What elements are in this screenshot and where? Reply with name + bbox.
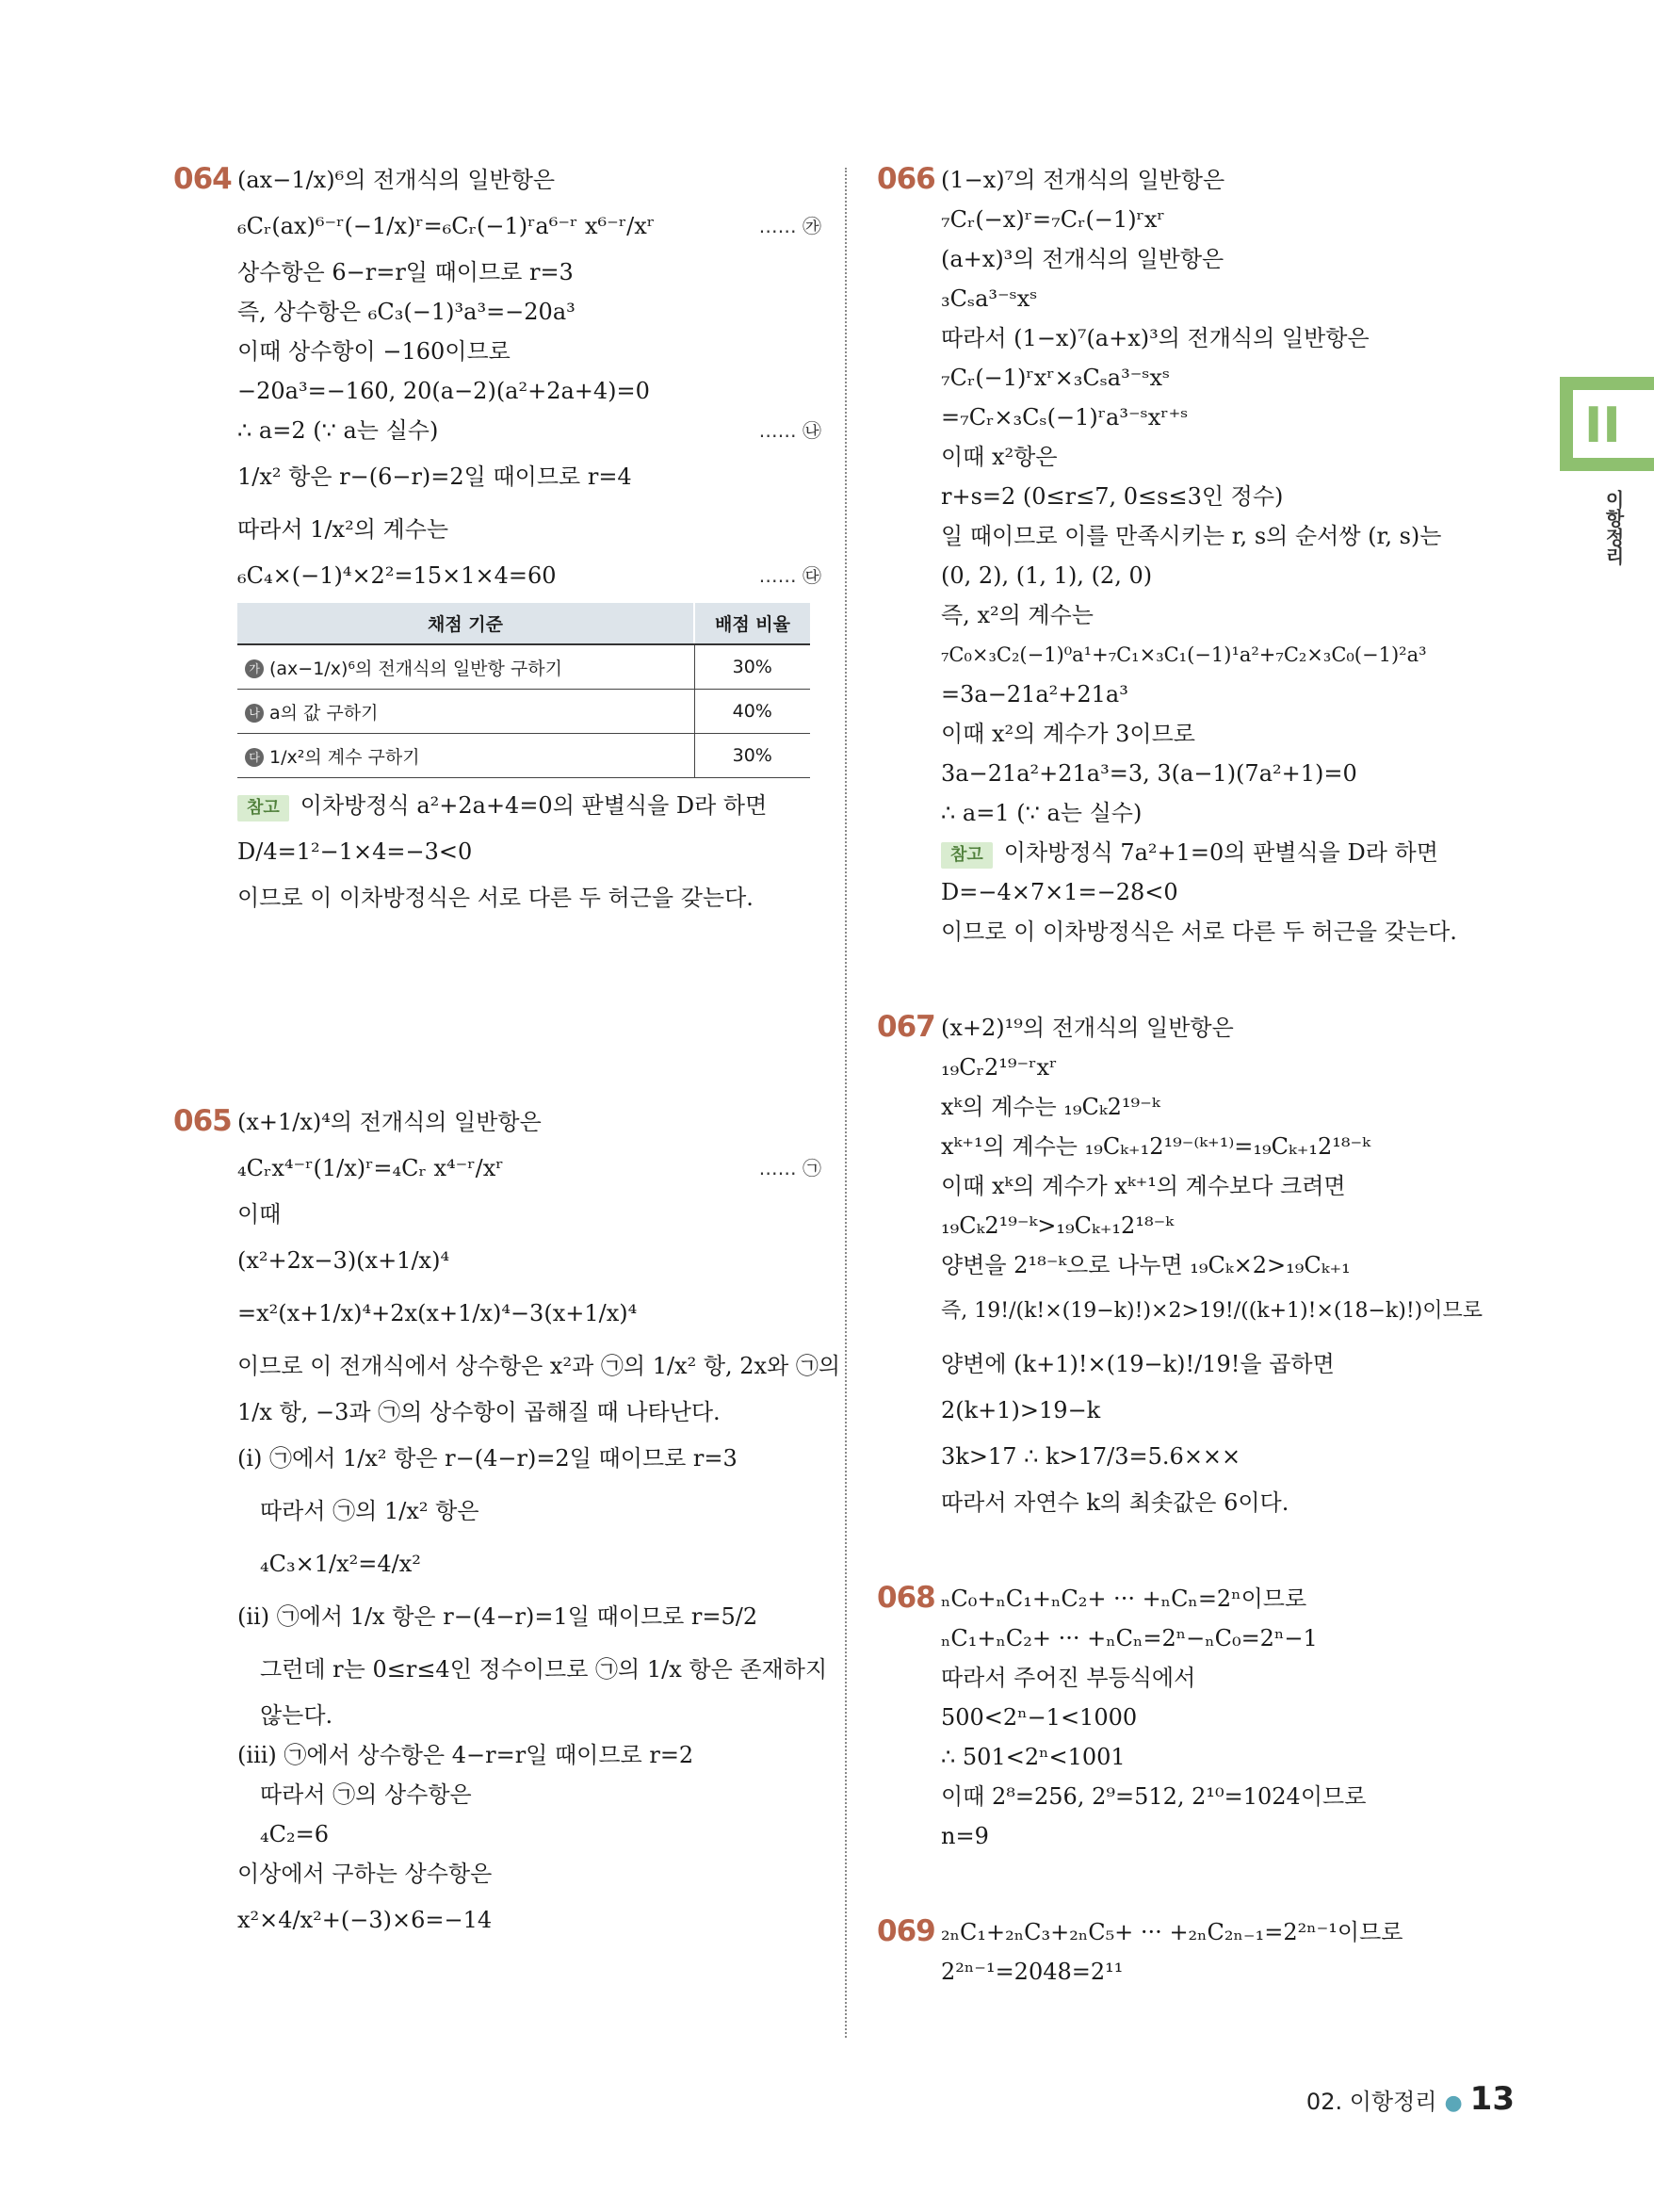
solution-line: ₆Cᵣ(ax)⁶⁻ʳ(−1/x)ʳ=₆Cᵣ(−1)ʳa⁶⁻ʳ x⁶⁻ʳ/xʳ …… ㉮ xyxy=(177,200,827,252)
solution-line: ₇Cᵣ(−x)ʳ=₇Cᵣ(−1)ʳxʳ xyxy=(941,206,1165,233)
solution-line: 양변을 2¹⁸⁻ᵏ으로 나누면 ₁₉Cₖ×2>₁₉Cₖ₊₁ xyxy=(941,1252,1351,1278)
solution-line: 이때 상수항이 −160이므로 xyxy=(237,338,511,365)
solution-line: 따라서 ㉠의 상수항은 xyxy=(260,1781,472,1808)
solution-line: (ax−1/x)⁶의 전개식의 일반항은 xyxy=(237,167,556,193)
solution-line: 이상에서 구하는 상수항은 xyxy=(237,1861,493,1887)
solution-line: 1/x² 항은 r−(6−r)=2일 때이므로 r=4 xyxy=(237,464,632,490)
note-line: 이므로 이 이차방정식은 서로 다른 두 허근을 갖는다. xyxy=(941,919,1457,945)
circle-marker: 가 xyxy=(245,659,264,678)
problem-number: 066 xyxy=(877,162,935,196)
solution-line: (x+2)¹⁹의 전개식의 일반항은 xyxy=(941,1015,1234,1041)
table-row: 가 (ax−1/x)⁶의 전개식의 일반항 구하기 30% xyxy=(237,644,810,690)
problem-067 xyxy=(877,1008,1502,1522)
problem-066 xyxy=(877,160,1502,951)
solution-line: 따라서 주어진 부등식에서 xyxy=(941,1665,1196,1691)
solution-line: 즉, x²의 계수는 xyxy=(941,602,1094,628)
solution-line: 따라서 자연수 k의 최솟값은 6이다. xyxy=(941,1489,1289,1516)
solution-line: (0, 2), (1, 1), (2, 0) xyxy=(941,562,1153,589)
solution-line: (x+1/x)⁴의 전개식의 일반항은 xyxy=(237,1109,542,1135)
note-tag: 참고 xyxy=(941,842,993,869)
solution-line: 양변에 (k+1)!×(19−k)!/19!을 곱하면 xyxy=(941,1351,1335,1377)
scoring-table xyxy=(237,603,810,778)
solution-line: ₙC₁+ₙC₂+ ··· +ₙCₙ=2ⁿ−ₙC₀=2ⁿ−1 xyxy=(941,1625,1318,1651)
page-number: 13 xyxy=(1469,2080,1515,2118)
solution-line: 2(k+1)>19−k xyxy=(941,1397,1101,1423)
solution-line: ₄C₃×1/x²=4/x² xyxy=(260,1551,421,1577)
marker-giyeok: …… ㉠ xyxy=(758,1157,821,1179)
note-line: 참고 이차방정식 a²+2a+4=0의 판별식을 D라 하면 xyxy=(177,786,827,825)
problem-064 xyxy=(173,160,827,1027)
solution-line: 이때 x²항은 xyxy=(941,444,1058,470)
table-header: 배점 비율 xyxy=(694,603,810,644)
solution-line: 그런데 r는 0≤r≤4인 정수이므로 ㉠의 1/x 항은 존재하지 xyxy=(260,1656,828,1683)
chapter-side-label: 이항정리 xyxy=(1602,490,1625,565)
solution-line: ∴ a=2 (∵ a는 실수) …… ㉯ xyxy=(177,411,827,450)
solution-line: =x²(x+1/x)⁴+2x(x+1/x)⁴−3(x+1/x)⁴ xyxy=(237,1300,638,1326)
solution-line: 상수항은 6−r=r일 때이므로 r=3 xyxy=(237,259,574,285)
bullet-icon: ● xyxy=(1444,2091,1463,2115)
solution-line: ₂ₙC₁+₂ₙC₃+₂ₙC₅+ ··· +₂ₙC₂ₙ₋₁=2²ⁿ⁻¹이므로 xyxy=(941,1919,1403,1945)
chapter-glyph: II xyxy=(1584,398,1621,454)
page-footer xyxy=(1306,2080,1515,2118)
problem-065 xyxy=(173,1102,841,1946)
solution-line: (a+x)³의 전개식의 일반항은 xyxy=(941,246,1224,272)
solution-line: (iii) ㉠에서 상수항은 4−r=r일 때이므로 r=2 xyxy=(237,1742,694,1768)
note-line: 참고 이차방정식 7a²+1=0의 판별식을 D라 하면 xyxy=(881,833,1502,872)
solution-line: xᵏ의 계수는 ₁₉Cₖ2¹⁹⁻ᵏ xyxy=(941,1094,1160,1120)
solution-line: 즉, 19!/(k!×(19−k)!)×2>19!/((k+1)!×(18−k)!)이므로 xyxy=(941,1299,1484,1323)
solution-line: 3k>17 ∴ k>17/3=5.6××× xyxy=(941,1443,1241,1470)
solution-line: 이때 xᵏ의 계수가 xᵏ⁺¹의 계수보다 크려면 xyxy=(941,1173,1346,1199)
problem-number: 065 xyxy=(173,1104,232,1138)
marker-na: …… ㉯ xyxy=(758,419,821,442)
solution-line: ₄Cᵣx⁴⁻ʳ(1/x)ʳ=₄Cᵣ x⁴⁻ʳ/xʳ …… ㉠ xyxy=(177,1142,827,1195)
solution-line: 않는다. xyxy=(260,1702,333,1729)
solution-line: 이때 x²의 계수가 3이므로 xyxy=(941,721,1195,747)
marker-da: …… ㉰ xyxy=(758,564,821,587)
problem-069 xyxy=(877,1912,1502,1992)
solution-line: 이때 xyxy=(237,1201,282,1228)
solution-line: xᵏ⁺¹의 계수는 ₁₉Cₖ₊₁2¹⁹⁻⁽ᵏ⁺¹⁾=₁₉Cₖ₊₁2¹⁸⁻ᵏ xyxy=(941,1133,1370,1160)
problem-number: 069 xyxy=(877,1914,935,1948)
solution-line: 이므로 이 전개식에서 상수항은 x²과 ㉠의 1/x² 항, 2x와 ㉠의 xyxy=(237,1353,841,1379)
solution-line: r+s=2 (0≤r≤7, 0≤s≤3인 정수) xyxy=(941,483,1284,510)
solution-line: ₆C₄×(−1)⁴×2²=15×1×4=60 …… ㉰ xyxy=(177,556,827,595)
table-row: 나 a의 값 구하기 40% xyxy=(237,690,810,734)
solution-line: =3a−21a²+21a³ xyxy=(941,681,1128,708)
table-header: 채점 기준 xyxy=(237,603,694,644)
circle-marker: 다 xyxy=(245,748,264,767)
solution-line: ₁₉Cₖ2¹⁹⁻ᵏ>₁₉Cₖ₊₁2¹⁸⁻ᵏ xyxy=(941,1212,1174,1239)
chapter-title: 02. 이항정리 xyxy=(1305,2089,1437,2115)
left-column xyxy=(173,160,841,1946)
solution-line: x²×4/x²+(−3)×6=−14 xyxy=(237,1907,493,1933)
solution-line: 이때 2⁸=256, 2⁹=512, 2¹⁰=1024이므로 xyxy=(941,1783,1367,1810)
solution-line: 일 때이므로 이를 만족시키는 r, s의 순서쌍 (r, s)는 xyxy=(941,523,1442,549)
solution-line: (x²+2x−3)(x+1/x)⁴ xyxy=(237,1247,450,1274)
note-tag: 참고 xyxy=(237,795,289,821)
chapter-tab xyxy=(1560,377,1654,471)
solution-line: (ii) ㉠에서 1/x 항은 r−(4−r)=1일 때이므로 r=5/2 xyxy=(237,1603,758,1630)
problem-068 xyxy=(877,1579,1502,1856)
solution-line: 500<2ⁿ−1<1000 xyxy=(941,1704,1138,1731)
solution-line: ₃Cₛa³⁻ˢxˢ xyxy=(941,285,1038,312)
note-line: D=−4×7×1=−28<0 xyxy=(941,879,1178,905)
right-column xyxy=(877,160,1502,1992)
circle-marker: 나 xyxy=(245,704,264,723)
solution-line: (1−x)⁷의 전개식의 일반항은 xyxy=(941,167,1225,193)
solution-line: −20a³=−160, 20(a−2)(a²+2a+4)=0 xyxy=(237,378,650,404)
solution-line: 3a−21a²+21a³=3, 3(a−1)(7a²+1)=0 xyxy=(941,760,1357,787)
solution-line: (i) ㉠에서 1/x² 항은 r−(4−r)=2일 때이므로 r=3 xyxy=(237,1445,738,1472)
note-line: 이므로 이 이차방정식은 서로 다른 두 허근을 갖는다. xyxy=(237,885,754,911)
solution-line: 1/x 항, −3과 ㉠의 상수항이 곱해질 때 나타난다. xyxy=(237,1399,721,1425)
problem-number: 068 xyxy=(877,1581,935,1615)
solution-line: 따라서 ㉠의 1/x² 항은 xyxy=(260,1498,479,1524)
solution-line: n=9 xyxy=(941,1823,989,1849)
solution-line: 2²ⁿ⁻¹=2048=2¹¹ xyxy=(941,1959,1124,1985)
solution-line: ₄C₂=6 xyxy=(260,1821,329,1847)
solution-line: =₇Cᵣ×₃Cₛ(−1)ʳa³⁻ˢxʳ⁺ˢ xyxy=(941,404,1189,431)
solution-line: ₙC₀+ₙC₁+ₙC₂+ ··· +ₙCₙ=2ⁿ이므로 xyxy=(941,1586,1307,1612)
table-row: 다 1/x²의 계수 구하기 30% xyxy=(237,734,810,778)
solution-line: ∴ a=1 (∵ a는 실수) xyxy=(941,800,1143,826)
solution-line: 따라서 (1−x)⁷(a+x)³의 전개식의 일반항은 xyxy=(941,325,1370,351)
note-line: D/4=1²−1×4=−3<0 xyxy=(237,838,473,865)
problem-number: 067 xyxy=(877,1010,935,1044)
solution-line: ₁₉Cᵣ2¹⁹⁻ʳxʳ xyxy=(941,1054,1058,1081)
solution-line: 따라서 1/x²의 계수는 xyxy=(237,516,449,543)
problem-number: 064 xyxy=(173,162,232,196)
marker-ga: …… ㉮ xyxy=(758,215,821,237)
solution-line: 즉, 상수항은 ₆C₃(−1)³a³=−20a³ xyxy=(237,299,576,325)
column-divider xyxy=(845,168,847,2038)
solution-line: ₇Cᵣ(−1)ʳxʳ×₃Cₛa³⁻ˢxˢ xyxy=(941,365,1171,391)
solution-line: ₇C₀×₃C₂(−1)⁰a¹+₇C₁×₃C₁(−1)¹a²+₇C₂×₃C₀(−1)²a³ xyxy=(941,643,1427,666)
solution-line: ∴ 501<2ⁿ<1001 xyxy=(941,1744,1126,1770)
